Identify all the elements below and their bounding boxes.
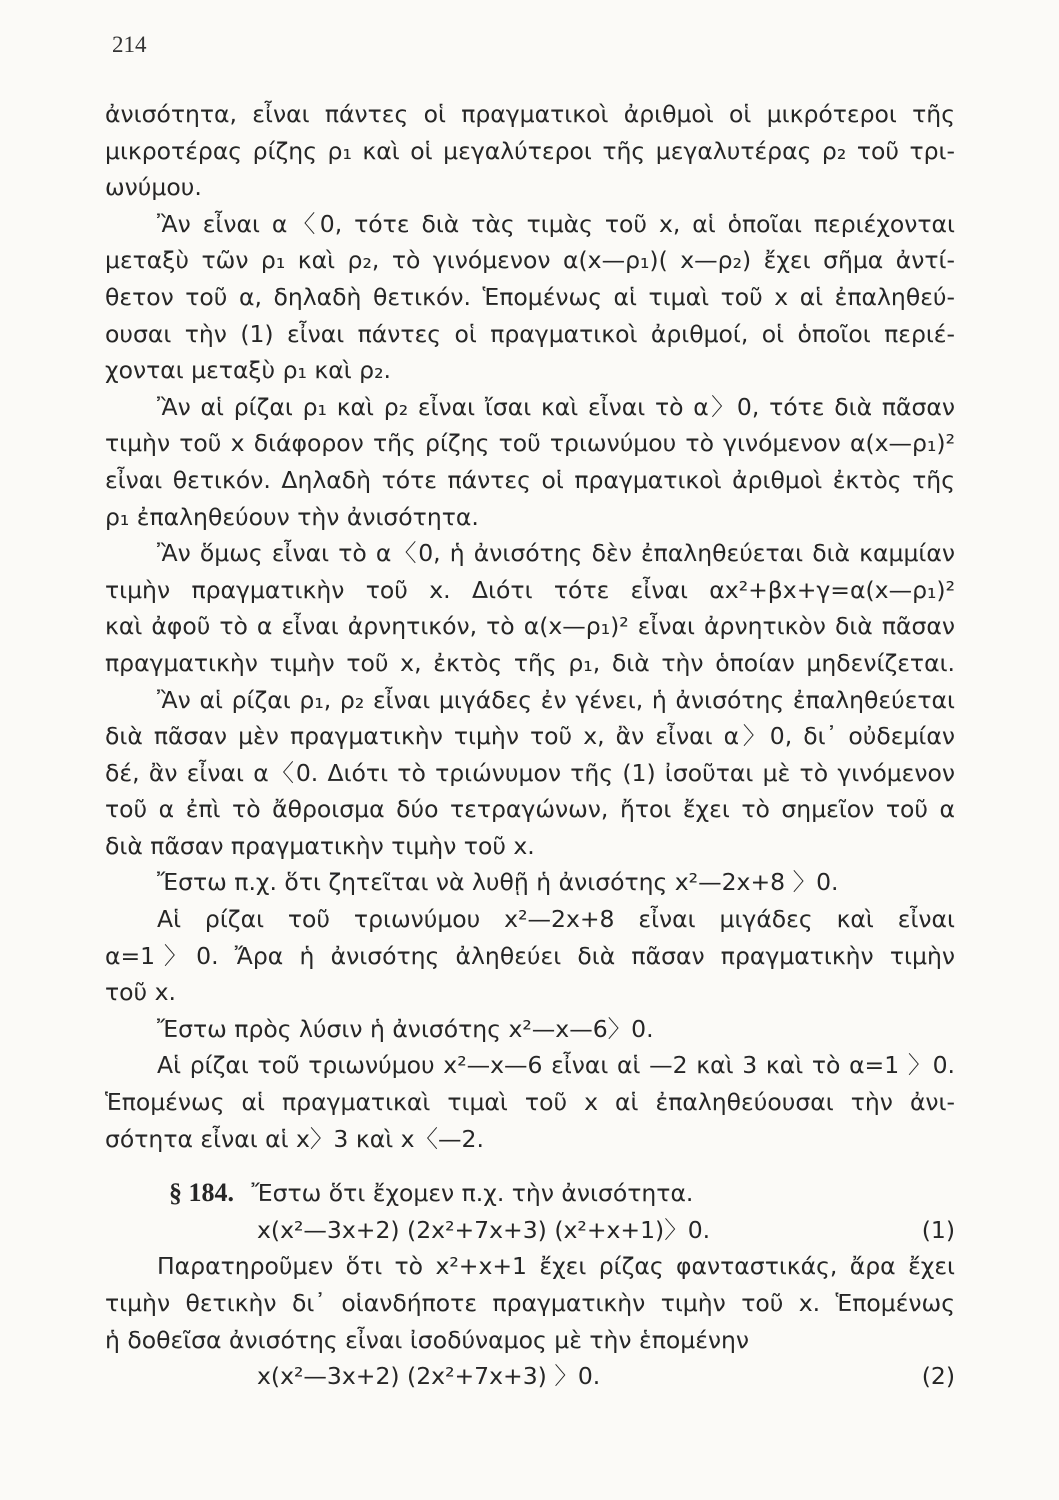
text-line: ἡ δοθεῖσα ἀνισότης εἶναι ἰσοδύναμος μὲ τὴν ἑπομένην <box>105 1325 750 1354</box>
equation-2-number: (2) <box>921 1362 955 1391</box>
section-number: § 184. <box>169 1178 234 1208</box>
text-line: τιμὴν θετικὴν δι᾿ οἱανδήποτε πραγματικὴν τιμὴν τοῦ x. Ἑπομένως <box>105 1289 955 1317</box>
text-line: εἶναι θετικόν. Δηλαδὴ τότε πάντες οἱ πραγματικοὶ ἀριθμοὶ ἐκτὸς τῆς <box>105 465 955 494</box>
text-line: Ἂν ὅμως εἶναι τὸ α〈0, ἡ ἀνισότης δὲν ἐπαληθεύεται διὰ καμμίαν <box>157 539 955 568</box>
text-line: ρ₁ ἐπαληθεύουν τὴν ἀνισότητα. <box>105 502 479 531</box>
text-line: μεταξὺ τῶν ρ₁ καὶ ρ₂, τὸ γινόμενον α(x—ρ₁)( x—ρ₂) ἔχει σῆμα ἀντί- <box>105 246 955 275</box>
text-line: ἀνισότητα, εἶναι πάντες οἱ πραγματικοὶ ἀριθμοὶ οἱ μικρότεροι τῆς <box>105 100 955 128</box>
text-line: διὰ πᾶσαν πραγματικὴν τιμὴν τοῦ x. <box>105 831 535 860</box>
section-heading-line <box>105 1175 955 1212</box>
text-line: καὶ ἀφοῦ τὸ α εἶναι ἀρνητικόν, τὸ α(x—ρ₁)² εἶναι ἀρνητικὸν διὰ πᾶσαν <box>105 612 955 641</box>
text-line: Παρατηροῦμεν ὅτι τὸ x²+x+1 ἔχει ρίζας φανταστικάς, ἄρα ἔχει <box>157 1252 955 1281</box>
equation-1-number: (1) <box>921 1215 955 1244</box>
text-line: δέ, ἂν εἶναι α〈0. Διότι τὸ τριώνυμον τῆς (1) ἰσοῦται μὲ τὸ γινόμενον <box>105 758 955 787</box>
text-line: τιμὴν πραγματικὴν τοῦ x. Διότι τότε εἶναι αx²+βx+γ=α(x—ρ₁)² <box>105 575 955 604</box>
text-line: πραγματικὴν τιμὴν τοῦ x, ἐκτὸς τῆς ρ₁, διὰ τὴν ὁποίαν μηδενίζεται. <box>105 648 955 677</box>
text-line: Ἔστω π.χ. ὅτι ζητεῖται νὰ λυθῇ ἡ ἀνισότης x²—2x+8 〉0. <box>157 868 839 897</box>
text-line: Αἱ ρίζαι τοῦ τριωνύμου x²—2x+8 εἶναι μιγάδες καὶ εἶναι <box>157 905 955 934</box>
text-line: Ἑπομένως αἱ πραγματικαὶ τιμαὶ τοῦ x αἱ ἐπαληθεύουσαι τὴν ἀνι- <box>105 1088 955 1117</box>
text-line: διὰ πᾶσαν μὲν πραγματικὴν τιμὴν τοῦ x, ἂν εἶναι α〉0, δι᾿ οὐδεμίαν <box>105 722 955 751</box>
text-line: τοῦ α ἐπὶ τὸ ἄθροισμα δύο τετραγώνων, ἤτοι ἔχει τὸ σημεῖον τοῦ α <box>105 795 955 824</box>
section-gap <box>105 1157 955 1175</box>
text-line: Ἂν αἱ ρίζαι ρ₁, ρ₂ εἶναι μιγάδες ἐν γένει, ἡ ἀνισότης ἐπαληθεύεται <box>157 685 955 714</box>
equation-2-expression: x(x²—3x+2) (2x²+7x+3) 〉0. <box>257 1362 601 1391</box>
text-line: τιμὴν τοῦ x διάφορον τῆς ρίζης τοῦ τριωνύμου τὸ γινόμενον α(x—ρ₁)² <box>105 429 955 458</box>
equation-1 <box>105 1212 955 1249</box>
text-line: ωνύμου. <box>105 173 202 202</box>
text-line: ουσαι τὴν (1) εἶναι πάντες οἱ πραγματικοὶ ἀριθμοί, οἱ ὁποῖοι περιέ- <box>105 319 955 348</box>
text-line: Αἱ ρίζαι τοῦ τριωνύμου x²—x—6 εἶναι αἱ —2 καὶ 3 καὶ τὸ α=1 〉0. <box>157 1051 955 1080</box>
text-line: Ἔστω πρὸς λύσιν ἡ ἀνισότης x²—x—6〉0. <box>157 1014 654 1043</box>
text-line: χονται μεταξὺ ρ₁ καὶ ρ₂. <box>105 356 391 385</box>
page-number: 214 <box>112 32 147 57</box>
text-line: α=1〉0. Ἄρα ἡ ἀνισότης ἀληθεύει διὰ πᾶσαν πραγματικὴν τιμὴν <box>105 941 955 970</box>
section-intro: Ἔστω ὅτι ἔχομεν π.χ. τὴν ἀνισότητα. <box>251 1179 694 1208</box>
text-line: μικροτέρας ρίζης ρ₁ καὶ οἱ μεγαλύτεροι τῆς μεγαλυτέρας ρ₂ τοῦ τρι- <box>105 136 955 165</box>
text-line: σότητα εἶναι αἱ x〉3 καὶ x〈—2. <box>105 1124 484 1153</box>
body-text <box>105 96 955 1395</box>
text-line: Ἂν εἶναι α〈0, τότε διὰ τὰς τιμὰς τοῦ x, αἱ ὁποῖαι περιέχονται <box>157 209 955 238</box>
equation-2 <box>105 1358 955 1395</box>
text-line: Ἂν αἱ ρίζαι ρ₁ καὶ ρ₂ εἶναι ἴσαι καὶ εἶναι τὸ α〉0, τότε διὰ πᾶσαν <box>157 392 955 421</box>
text-line: τοῦ x. <box>105 978 176 1007</box>
equation-1-expression: x(x²—3x+2) (2x²+7x+3) (x²+x+1)〉0. <box>257 1215 711 1244</box>
text-line: θετον τοῦ α, δηλαδὴ θετικόν. Ἑπομένως αἱ τιμαὶ τοῦ x αἱ ἐπαληθεύ- <box>105 282 955 311</box>
